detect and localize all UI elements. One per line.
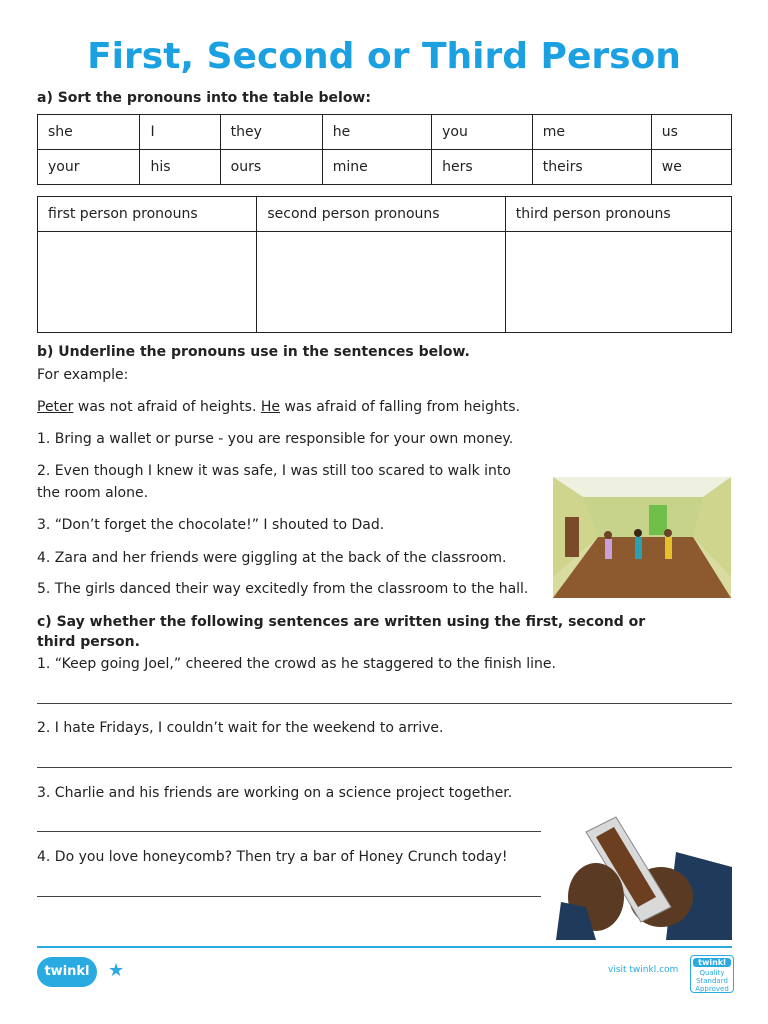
first-person-header: first person pronouns — [38, 197, 257, 232]
pronoun-cell: he — [322, 115, 431, 150]
page-title: First, Second or Third Person — [87, 36, 681, 77]
example-sentence — [37, 399, 520, 415]
pronoun-cell: they — [220, 115, 322, 150]
pronoun-cell: she — [38, 115, 140, 150]
sentence-b3: 3. “Don’t forget the chocolate!” I shouted to Dad. — [37, 517, 385, 533]
footer-divider — [37, 946, 732, 948]
second-person-header: second person pronouns — [257, 197, 505, 232]
table-row — [38, 197, 732, 232]
answer-line[interactable] — [37, 896, 541, 897]
pronoun-cell: you — [432, 115, 533, 150]
pronoun-cell: ours — [220, 150, 322, 185]
sentence-b2-cont: the room alone. — [37, 485, 149, 501]
section-c-heading-line1: c) Say whether the following sentences are written using the first, second or — [37, 614, 646, 630]
table-row — [38, 115, 732, 150]
pronoun-cell: your — [38, 150, 140, 185]
sentence-c3: 3. Charlie and his friends are working on a science project together. — [37, 785, 513, 801]
section-a-heading: a) Sort the pronouns into the table below: — [37, 90, 371, 106]
badge-text: Quality Standard Approved — [695, 969, 729, 993]
star-icon: ★ — [108, 960, 125, 981]
pronoun-table — [37, 114, 732, 185]
third-person-answer-cell[interactable] — [505, 232, 731, 333]
sentence-b1: 1. Bring a wallet or purse - you are responsible for your own money. — [37, 431, 514, 447]
example-label: For example: — [37, 367, 129, 383]
pronoun-cell: hers — [432, 150, 533, 185]
table-row — [38, 150, 732, 185]
table-row — [38, 232, 732, 333]
classroom-illustration — [553, 477, 731, 598]
quality-badge — [690, 955, 734, 993]
sentence-b5: 5. The girls danced their way excitedly from the classroom to the hall. — [37, 581, 529, 597]
section-c-heading-line2: third person. — [37, 634, 140, 650]
chocolate-bar-illustration — [556, 812, 732, 940]
sentence-b4: 4. Zara and her friends were giggling at the back of the classroom. — [37, 550, 507, 566]
answer-line[interactable] — [37, 703, 732, 704]
pronoun-cell: his — [140, 150, 220, 185]
pronoun-cell: I — [140, 115, 220, 150]
section-b-heading: b) Underline the pronouns use in the sentences below. — [37, 344, 470, 360]
sentence-c4: 4. Do you love honeycomb? Then try a bar of Honey Crunch today! — [37, 849, 508, 865]
twinkl-logo: twinkl — [37, 957, 97, 987]
sentence-c2: 2. I hate Fridays, I couldn’t wait for the weekend to arrive. — [37, 720, 444, 736]
underlined-word: He — [260, 399, 280, 415]
answer-line[interactable] — [37, 767, 732, 768]
example-text: was not afraid of heights. — [73, 399, 261, 415]
visit-link[interactable]: visit twinkl.com — [608, 965, 679, 975]
pronoun-cell: we — [651, 150, 731, 185]
third-person-header: third person pronouns — [505, 197, 731, 232]
pronoun-cell: us — [651, 115, 731, 150]
first-person-answer-cell[interactable] — [38, 232, 257, 333]
sorting-table — [37, 196, 732, 333]
sentence-c1: 1. “Keep going Joel,” cheered the crowd as he staggered to the finish line. — [37, 656, 556, 672]
underlined-word: Peter — [37, 399, 74, 415]
pronoun-cell: me — [532, 115, 651, 150]
pronoun-cell: theirs — [532, 150, 651, 185]
pronoun-cell: mine — [322, 150, 431, 185]
badge-brand: twinkl — [693, 958, 731, 967]
answer-line[interactable] — [37, 831, 541, 832]
sentence-b2: 2. Even though I knew it was safe, I was still too scared to walk into — [37, 463, 511, 479]
example-text: was afraid of falling from heights. — [280, 399, 521, 415]
second-person-answer-cell[interactable] — [257, 232, 505, 333]
